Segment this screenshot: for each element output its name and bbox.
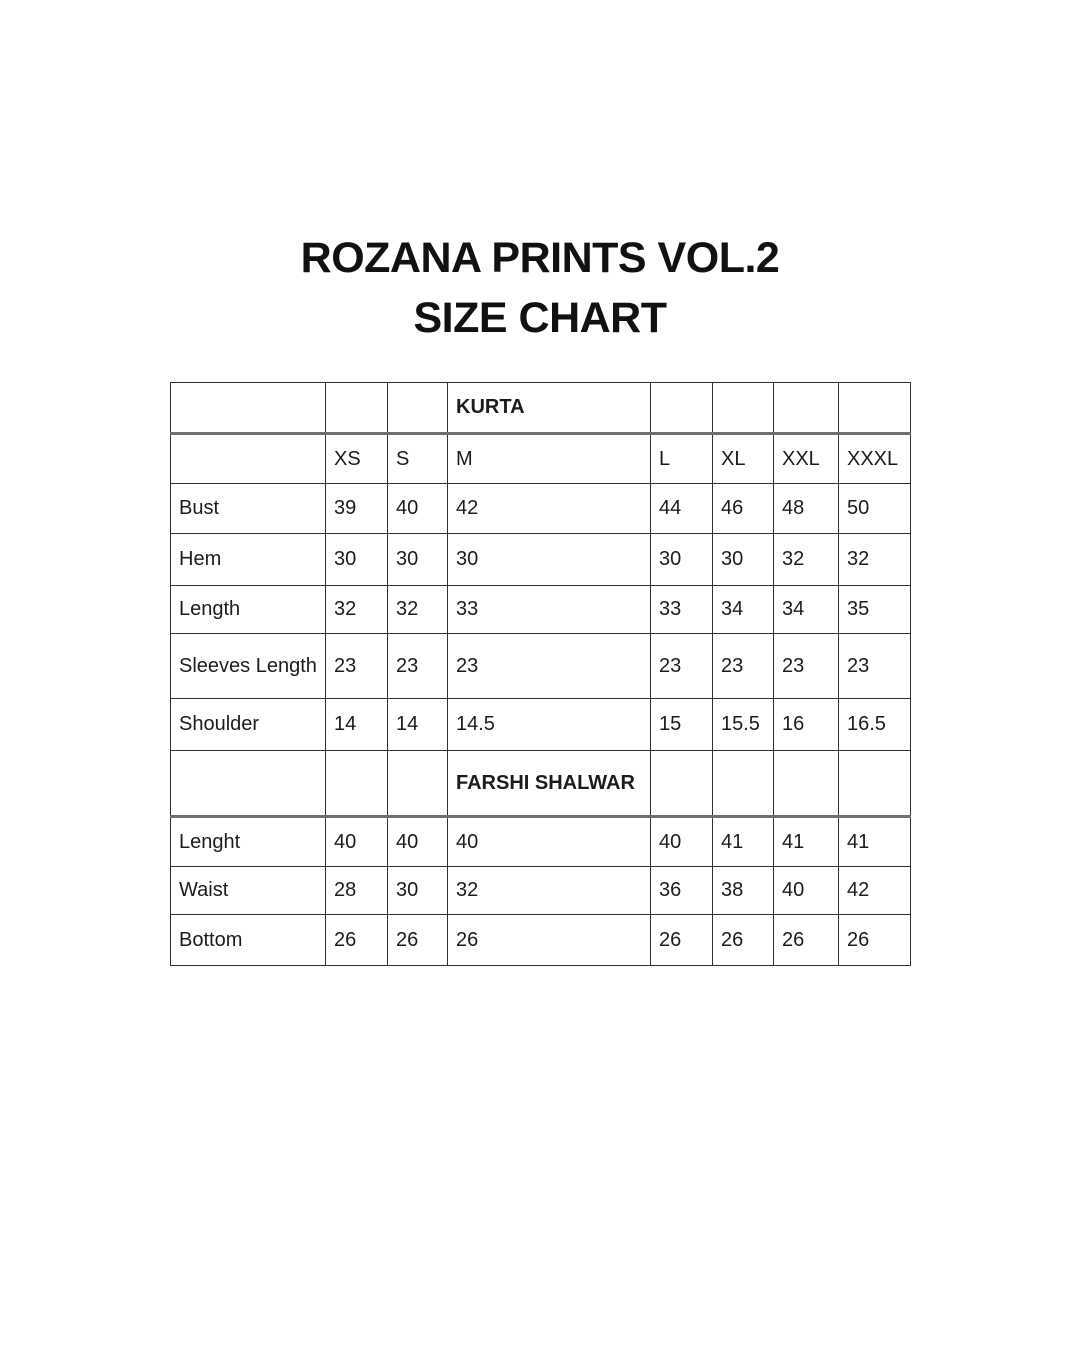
table-row-hem [171, 534, 911, 586]
empty-cell [326, 751, 388, 817]
value-cell: 40 [388, 817, 448, 867]
farshi-shalwar-header-row [171, 751, 911, 817]
value-cell: 46 [713, 484, 774, 534]
row-label: Shoulder [171, 699, 326, 751]
value-cell: 40 [774, 867, 839, 915]
value-cell: 26 [651, 915, 713, 966]
row-label: Length [171, 586, 326, 634]
empty-cell [388, 383, 448, 434]
value-cell: 26 [448, 915, 651, 966]
value-cell: 23 [839, 634, 911, 699]
size-col-xxl: XXL [774, 434, 839, 484]
value-cell: 32 [326, 586, 388, 634]
value-cell: 35 [839, 586, 911, 634]
value-cell: 14.5 [448, 699, 651, 751]
empty-cell [839, 751, 911, 817]
table-row-bust [171, 484, 911, 534]
empty-cell [713, 383, 774, 434]
row-label: Lenght [171, 817, 326, 867]
empty-cell [171, 751, 326, 817]
value-cell: 30 [388, 867, 448, 915]
empty-cell [713, 751, 774, 817]
size-header-row [171, 434, 911, 484]
value-cell: 41 [713, 817, 774, 867]
title-line-1: ROZANA PRINTS VOL.2 [300, 234, 780, 282]
empty-cell [171, 383, 326, 434]
table-row-waist [171, 867, 911, 915]
row-label: Bottom [171, 915, 326, 966]
kurta-header-row [171, 383, 911, 434]
row-label: Sleeves Length [171, 634, 326, 699]
size-col-xl: XL [713, 434, 774, 484]
value-cell: 23 [713, 634, 774, 699]
empty-cell [774, 383, 839, 434]
row-label: Hem [171, 534, 326, 586]
value-cell: 16 [774, 699, 839, 751]
title-line-2: SIZE CHART [413, 294, 667, 342]
value-cell: 26 [839, 915, 911, 966]
empty-cell [839, 383, 911, 434]
size-col-xs: XS [326, 434, 388, 484]
value-cell: 32 [448, 867, 651, 915]
value-cell: 30 [448, 534, 651, 586]
value-cell: 23 [448, 634, 651, 699]
value-cell: 23 [388, 634, 448, 699]
value-cell: 32 [839, 534, 911, 586]
empty-cell [774, 751, 839, 817]
table-row-shoulder [171, 699, 911, 751]
value-cell: 41 [774, 817, 839, 867]
value-cell: 30 [388, 534, 448, 586]
value-cell: 40 [388, 484, 448, 534]
value-cell: 30 [713, 534, 774, 586]
empty-cell [651, 383, 713, 434]
value-cell: 23 [326, 634, 388, 699]
value-cell: 50 [839, 484, 911, 534]
value-cell: 33 [448, 586, 651, 634]
value-cell: 23 [651, 634, 713, 699]
value-cell: 16.5 [839, 699, 911, 751]
value-cell: 38 [713, 867, 774, 915]
empty-cell [326, 383, 388, 434]
size-col-xxxl: XXXL [839, 434, 911, 484]
value-cell: 15.5 [713, 699, 774, 751]
table-row-lenght [171, 817, 911, 867]
section-title-kurta: KURTA [448, 383, 651, 434]
value-cell: 42 [448, 484, 651, 534]
page-title [0, 228, 1080, 348]
value-cell: 36 [651, 867, 713, 915]
value-cell: 23 [774, 634, 839, 699]
value-cell: 30 [651, 534, 713, 586]
size-col-m: M [448, 434, 651, 484]
value-cell: 26 [388, 915, 448, 966]
size-chart-table [170, 382, 911, 966]
empty-cell [171, 434, 326, 484]
value-cell: 26 [326, 915, 388, 966]
value-cell: 33 [651, 586, 713, 634]
value-cell: 15 [651, 699, 713, 751]
table-row-bottom [171, 915, 911, 966]
size-col-l: L [651, 434, 713, 484]
value-cell: 40 [326, 817, 388, 867]
value-cell: 40 [651, 817, 713, 867]
value-cell: 41 [839, 817, 911, 867]
value-cell: 40 [448, 817, 651, 867]
empty-cell [651, 751, 713, 817]
value-cell: 39 [326, 484, 388, 534]
value-cell: 26 [774, 915, 839, 966]
value-cell: 32 [774, 534, 839, 586]
value-cell: 32 [388, 586, 448, 634]
value-cell: 34 [713, 586, 774, 634]
value-cell: 42 [839, 867, 911, 915]
value-cell: 48 [774, 484, 839, 534]
table-row-length [171, 586, 911, 634]
value-cell: 34 [774, 586, 839, 634]
value-cell: 26 [713, 915, 774, 966]
value-cell: 28 [326, 867, 388, 915]
row-label: Waist [171, 867, 326, 915]
size-col-s: S [388, 434, 448, 484]
row-label: Bust [171, 484, 326, 534]
value-cell: 44 [651, 484, 713, 534]
value-cell: 30 [326, 534, 388, 586]
empty-cell [388, 751, 448, 817]
table-row-sleeves-length [171, 634, 911, 699]
value-cell: 14 [326, 699, 388, 751]
value-cell: 14 [388, 699, 448, 751]
section-title-farshi-shalwar: FARSHI SHALWAR [448, 751, 651, 817]
